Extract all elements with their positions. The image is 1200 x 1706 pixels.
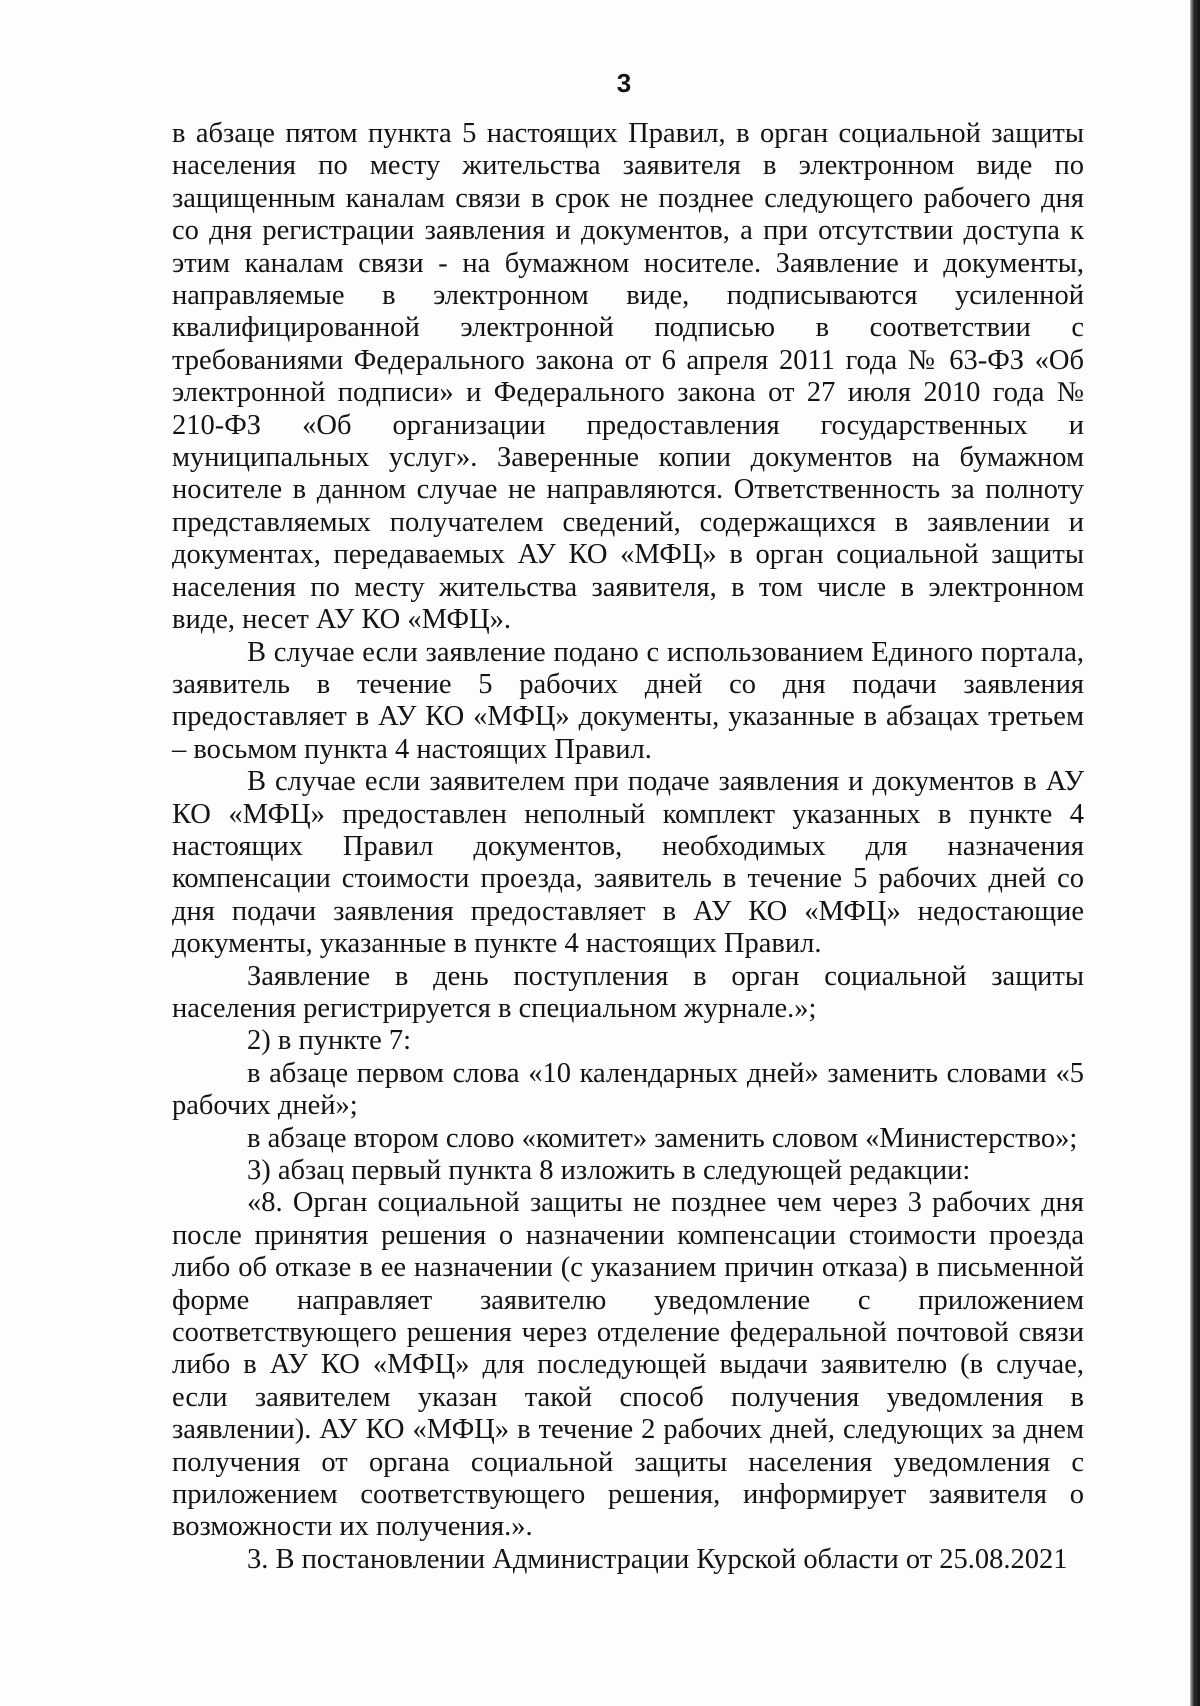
- paragraph-section-3: 3. В постановлении Администрации Курской области от 25.08.2021: [247, 1543, 1068, 1575]
- document-body: [172, 118, 1084, 1576]
- scan-edge: [1190, 0, 1200, 1706]
- paragraph-point-8-text: «8. Орган социальной защиты не позднее чем через 3 рабочих дня после принятия решения о назначении компенсации стоимости проезда либо об отказе в ее назначении (с указанием причин отказа) в письменной форме направляет заявителю уведомление с приложением соответствующего решения через отделение федеральной почтовой связи либо в АУ КО «МФЦ» для последующей выдачи заявителю (в случае, если заявителем указан такой способ получения уведомления в заявлении). АУ КО «МФЦ» в течение 2 рабочих дней, следующих за днем получения от органа социальной защиты населения уведомления с приложением соответствующего решения, информирует заявителя о возможности их получения.».: [172, 1187, 1084, 1543]
- paragraph-item-3: 3) абзац первый пункта 8 изложить в следующей редакции:: [247, 1155, 971, 1186]
- paragraph-registration: Заявление в день поступления в орган социальной защиты населения регистрируется в специальном журнале.»;: [172, 960, 1084, 1024]
- paragraph-first-abzac-change: в абзаце первом слова «10 календарных дней» заменить словами «5 рабочих дней»;: [172, 1057, 1084, 1122]
- paragraph-second-abzac-change: в абзаце втором слово «комитет» заменить словом «Министерство»;: [247, 1122, 1078, 1154]
- paragraph-item-2: 2) в пункте 7:: [247, 1025, 412, 1057]
- paragraph-unified-portal: В случае если заявление подано с использованием Единого портала, заявитель в течение 5 рабочих дней со дня подачи заявления предоставляет в АУ КО «МФЦ» документы, указанные в абзацах третьем – восьмом пункта 4 настоящих Правил.: [172, 636, 1084, 765]
- paragraph-submission-details: в абзаце пятом пункта 5 настоящих Правил, в орган социальной защиты населения по месту жительства заявителя в электронном виде по защищенным каналам связи в срок не позднее следующего рабочего дня со дня регистрации заявления и документов, а при отсутствии доступа к этим каналам связи - на бумажном носителе. Заявление и документы, направляемые в электронном виде, подписываются усиленной квалифицированной электронной подписью в соответствии с требованиями Федерального закона от 6 апреля 2011 года № 63-ФЗ «Об электронной подписи» и Федерального закона от 27 июля 2010 года № 210-ФЗ «Об организации предоставления государственных и муниципальных услуг». Заверенные копии документов на бумажном носителе в данном случае не направляются. Ответственность за полноту представляемых получателем сведений, содержащихся в заявлении и документах, передаваемых АУ КО «МФЦ» в орган социальной защиты населения по месту жительства заявителя, в том числе в электронном виде, несет АУ КО «МФЦ».: [172, 118, 1084, 636]
- paragraph-incomplete-documents: В случае если заявителем при подаче заявления и документов в АУ КО «МФЦ» предоставлен неполный комплект указанных в пункте 4 настоящих Правил документов, необходимых для назначения компенсации стоимости проезда, заявитель в течение 5 рабочих дней со дня подачи заявления предоставляет в АУ КО «МФЦ» недостающие документы, указанные в пункте 4 настоящих Правил.: [172, 766, 1084, 960]
- page-number: 3: [616, 68, 632, 98]
